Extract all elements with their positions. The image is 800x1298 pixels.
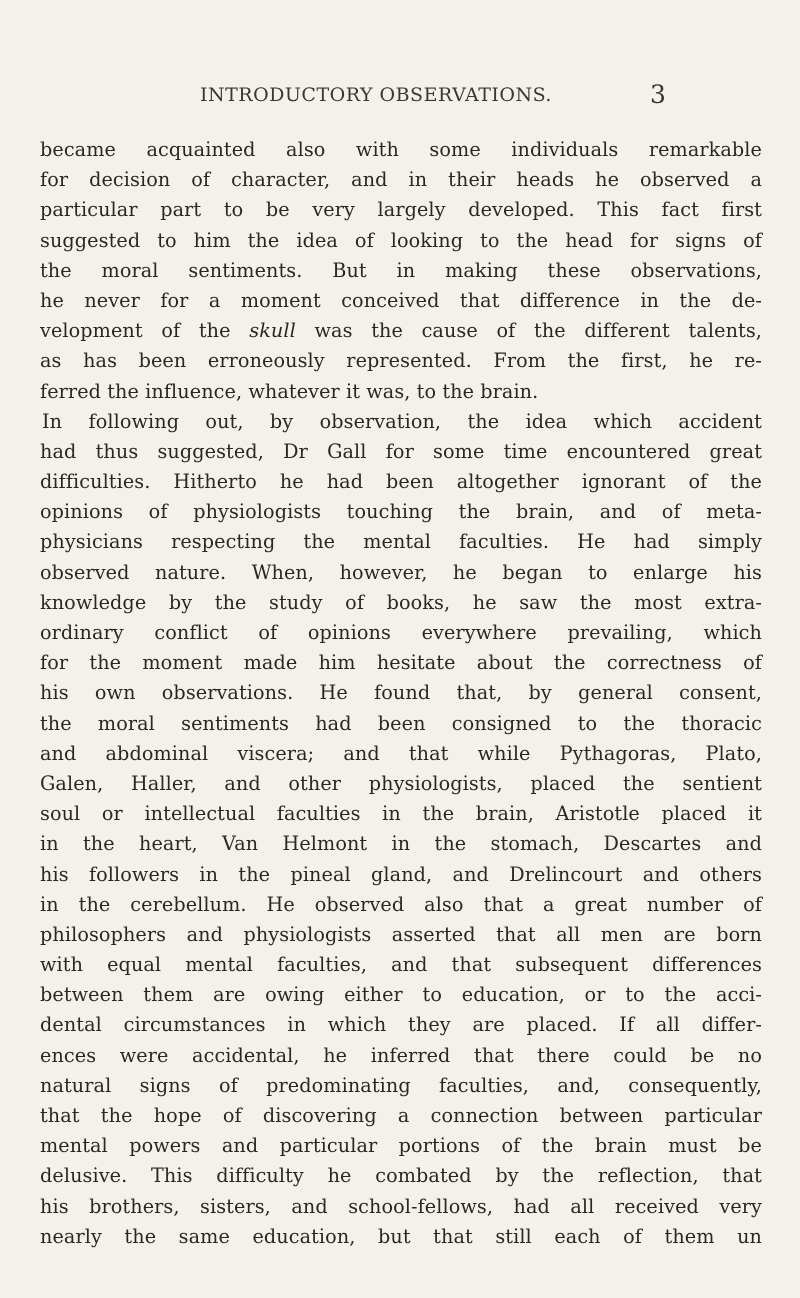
text-line: natural signs of predominating faculties, and, consequently, [40, 1073, 762, 1097]
text-line: became acquainted also with some individuals remarkable [40, 138, 762, 161]
text-line: mental powers and particular portions of the brain must be [40, 1134, 762, 1158]
text-line: for the moment made him hesitate about the correctness of [40, 651, 762, 675]
text-line: as has been erroneously represented. From the first, he re- [40, 349, 762, 373]
text-line: difficulties. Hitherto he had been altogether ignorant of the [40, 470, 762, 494]
running-head: INTRODUCTORY OBSERVATIONS. [200, 84, 552, 106]
text-line: ordinary conflict of opinions everywhere prevailing, which [40, 621, 762, 644]
text-line: physicians respecting the mental faculties. He had simply [40, 530, 762, 554]
italic-word: skull [249, 319, 296, 343]
text-line: had thus suggested, Dr Gall for some time encountered great [40, 439, 762, 463]
text-line: delusive. This difficulty he combated by the reflection, that [40, 1164, 762, 1188]
text-line: knowledge by the study of books, he saw the most extra- [40, 590, 762, 614]
text-line: the moral sentiments had been consigned to the thoracic [40, 711, 762, 735]
text-line: with equal mental faculties, and that subsequent differences [40, 953, 762, 977]
text-line: in the cerebellum. He observed also that a great number of [40, 892, 762, 916]
text-line: soul or intellectual faculties in the brain, Aristotle placed it [40, 802, 762, 826]
text-line: and abdominal viscera; and that while Pythagoras, Plato, [40, 741, 762, 765]
text-line-with-italic [40, 316, 762, 346]
text-line: opinions of physiologists touching the brain, and of meta- [40, 500, 762, 524]
paragraph-start-line: In following out, by observation, the idea which accident [42, 409, 762, 433]
text-line: his followers in the pineal gland, and Drelincourt and others [40, 862, 762, 886]
text-line: particular part to be very largely developed. This fact first [40, 198, 762, 222]
text-fragment: velopment of the [40, 319, 250, 343]
text-line: that the hope of discovering a connection between particular [40, 1104, 762, 1127]
text-line: dental circumstances in which they are placed. If all differ- [40, 1013, 762, 1037]
text-line: the moral sentiments. But in making these observations, [40, 258, 762, 282]
text-line: observed nature. When, however, he began to enlarge his [40, 560, 762, 584]
text-line: he never for a moment conceived that difference in the de- [40, 288, 762, 312]
text-line: ences were accidental, he inferred that there could be no [40, 1043, 762, 1067]
body-text [40, 135, 762, 1252]
paragraph-end-line: ferred the influence, whatever it was, to the brain. [40, 379, 539, 403]
text-fragment: was the cause of the different talents, [295, 319, 762, 343]
text-line: Galen, Haller, and other physiologists, placed the sentient [40, 771, 762, 795]
text-line: between them are owing either to education, or to the acci- [40, 983, 762, 1007]
text-line: nearly the same education, but that still each of them un [40, 1224, 762, 1248]
text-line: suggested to him the idea of looking to the head for signs of [40, 228, 762, 252]
text-line: for decision of character, and in their heads he observed a [40, 168, 762, 192]
text-line: his brothers, sisters, and school-fellows, had all received very [40, 1194, 762, 1218]
text-line: his own observations. He found that, by general consent, [40, 681, 762, 705]
page-number: 3 [650, 80, 666, 109]
text-line: in the heart, Van Helmont in the stomach, Descartes and [40, 832, 762, 856]
text-line: philosophers and physiologists asserted that all men are born [40, 922, 762, 946]
